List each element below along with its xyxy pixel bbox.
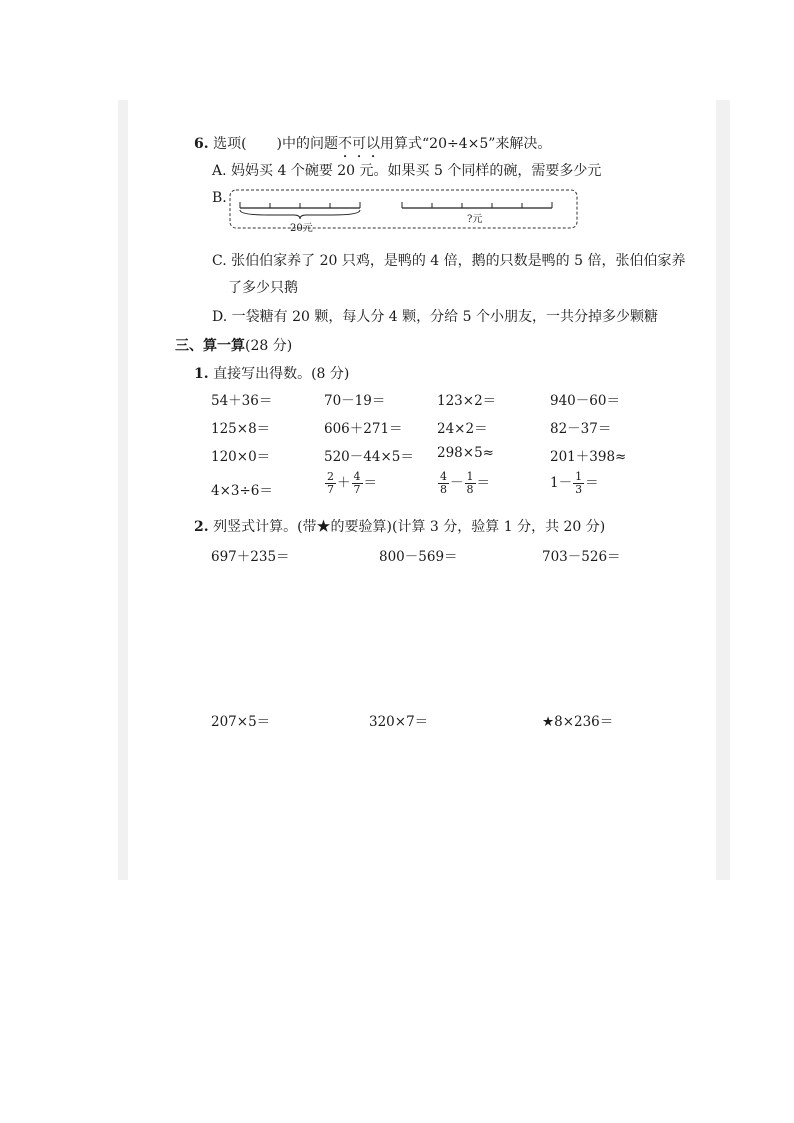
part-2-number: 2.: [194, 519, 209, 535]
numerator: 1: [575, 470, 583, 483]
fraction: [352, 471, 363, 496]
denominator: 7: [353, 483, 361, 496]
calc-item: 82－37＝: [550, 421, 612, 437]
operator: ＋: [337, 475, 351, 491]
calc-item: 940－60＝: [550, 393, 620, 409]
calc-item: 201＋398≈: [550, 449, 627, 465]
equals: ＝: [585, 475, 599, 491]
stem-part-1: 选项(: [213, 136, 247, 152]
question-6-stem: [194, 133, 551, 153]
equals: ＝: [476, 475, 490, 491]
option-c-line-1: C. 张伯伯家养了 20 只鸡，是鸭的 4 倍，鹅的只数是鸭的 5 倍，张伯伯家养: [212, 253, 686, 269]
scan-edge-right: [716, 100, 730, 880]
denominator: 3: [575, 483, 583, 496]
denominator: 8: [440, 483, 447, 496]
denominator: 8: [466, 483, 474, 496]
part-2-heading: [194, 516, 605, 536]
calc-item: 606＋271＝: [324, 421, 403, 437]
part-1-title: 直接写出得数。: [213, 366, 312, 382]
fraction: [438, 471, 449, 496]
vertical-calc-item: ★8×236＝: [542, 714, 614, 730]
calc-item: 298×5≈: [437, 445, 494, 461]
vertical-calc-item: 697＋235＝: [211, 549, 290, 565]
calc-item: 54＋36＝: [211, 393, 273, 409]
emphasis-char-2: 可: [352, 136, 367, 152]
calc-item: 4×3÷6＝: [211, 483, 273, 499]
vertical-calc-item: 703－526＝: [542, 549, 621, 565]
calc-item: 520－44×5＝: [324, 449, 414, 465]
section-3-heading: [175, 335, 292, 355]
option-d: D. 一袋糖有 20 颗，每人分 4 颗，分给 5 个小朋友，一共分掉多少颗糖: [212, 309, 658, 325]
equals: ＝: [363, 475, 377, 491]
calc-item: 125×8＝: [211, 421, 271, 437]
numerator: 4: [353, 470, 361, 483]
vertical-calc-item: 800－569＝: [379, 549, 458, 565]
stem-part-2: )中的问题: [276, 136, 339, 152]
whole-part: 1－: [550, 475, 573, 491]
fraction: [465, 471, 476, 496]
numerator: 1: [466, 470, 474, 483]
part-1-score: (8 分): [311, 366, 350, 382]
option-b-label: B.: [212, 190, 227, 206]
part-1-number: 1.: [194, 366, 209, 382]
numerator: 2: [327, 470, 334, 483]
vertical-calc-item: 207×5＝: [211, 714, 271, 730]
emphasis-char-3: 以: [366, 136, 381, 152]
option-a: A. 妈妈买 4 个碗要 20 元。如果买 5 个同样的碗，需要多少元: [212, 163, 602, 179]
question-number: 6.: [194, 136, 209, 152]
fraction: [573, 471, 584, 496]
fraction: [325, 471, 336, 496]
section-3-score: (28 分): [245, 338, 293, 354]
fraction-expression: [550, 471, 599, 496]
calc-item: 123×2＝: [437, 393, 497, 409]
option-c-line-2: 了多少只鹅: [228, 280, 298, 296]
calc-item: 70－19＝: [324, 393, 386, 409]
part-2-title: 列竖式计算。: [213, 519, 298, 535]
emphasis-char-1: 不: [338, 136, 353, 152]
vertical-calc-item: 320×7＝: [369, 714, 429, 730]
section-3-title: 三、算一算: [175, 338, 245, 354]
denominator: 7: [327, 483, 334, 496]
part-1-heading: [194, 363, 349, 383]
scan-edge-left: [118, 100, 128, 880]
fraction-expression: [324, 471, 377, 496]
fraction-expression: [437, 471, 490, 496]
option-b-diagram: [228, 188, 580, 232]
operator: －: [450, 475, 464, 491]
calc-item: 120×0＝: [211, 449, 271, 465]
part-2-note: (带★的要验算)(计算 3 分，验算 1 分，共 20 分): [297, 519, 606, 535]
calc-item: 24×2＝: [437, 421, 488, 437]
stem-part-3: 用算式“20÷4×5”来解决。: [380, 136, 552, 152]
numerator: 4: [440, 470, 447, 483]
diagram-right-label: ?元: [467, 214, 483, 225]
diagram-left-label: 20元: [290, 223, 313, 234]
